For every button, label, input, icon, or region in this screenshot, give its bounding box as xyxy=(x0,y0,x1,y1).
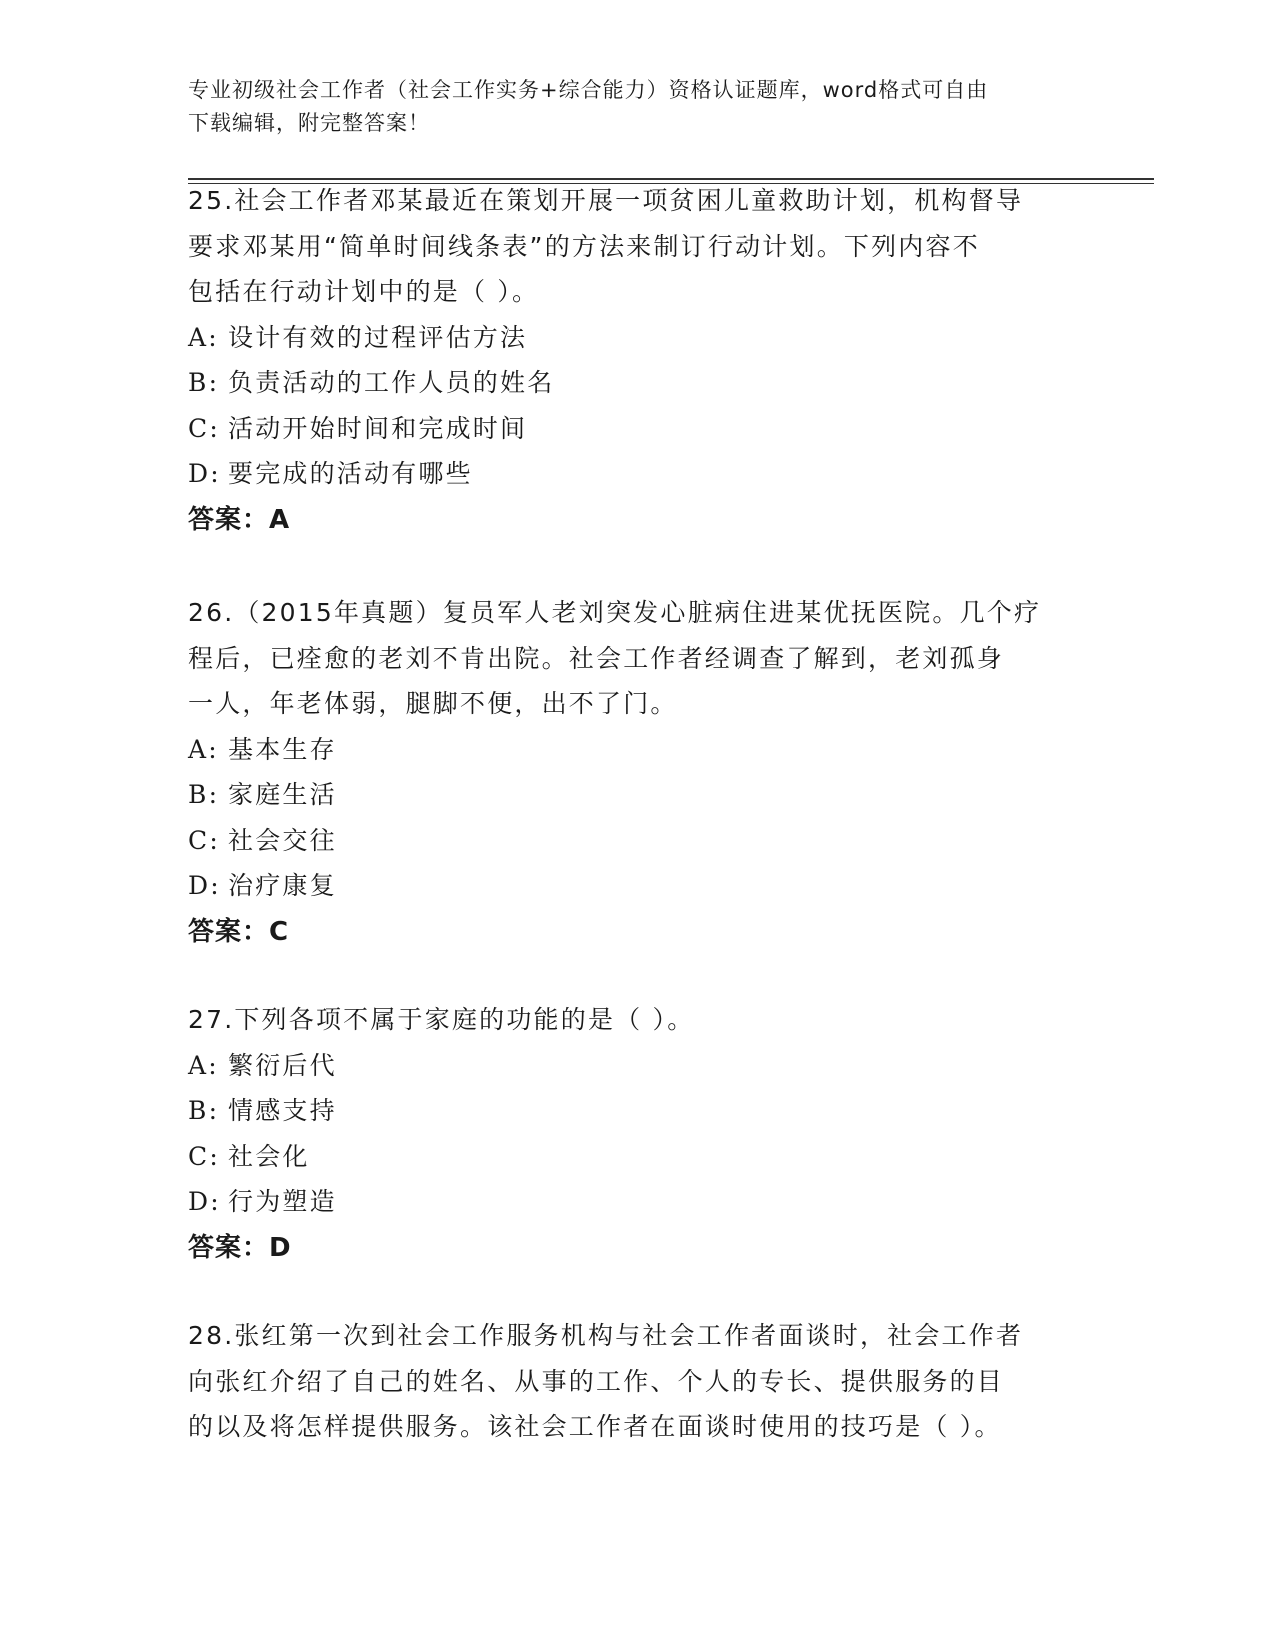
option-letter: C: xyxy=(188,1141,220,1171)
option-letter: D: xyxy=(188,1187,221,1216)
option-text: 基本生存 xyxy=(228,734,337,764)
option-letter: A: xyxy=(188,734,219,764)
question-stem xyxy=(188,178,1088,315)
answer: 答案：A xyxy=(188,504,291,535)
option-letter: B: xyxy=(188,780,220,809)
option-letter: C: xyxy=(188,413,220,443)
answer: 答案：C xyxy=(188,916,290,947)
option-text: 活动开始时间和完成时间 xyxy=(228,413,528,443)
option-letter: A: xyxy=(188,322,219,352)
option-a xyxy=(188,1043,1088,1089)
answer: 答案：D xyxy=(188,1232,292,1263)
option-text: 情感支持 xyxy=(228,1096,337,1125)
document-header xyxy=(188,74,1088,140)
option-d xyxy=(188,863,1088,909)
option-letter: B: xyxy=(188,1096,220,1125)
stem-line: 的以及将怎样提供服务。该社会工作者在面谈时使用的技巧是（ ）。 xyxy=(188,1412,1002,1441)
option-text: 行为塑造 xyxy=(228,1187,337,1216)
option-text: 负责活动的工作人员的姓名 xyxy=(228,368,555,397)
question-25 xyxy=(188,178,1088,543)
option-text: 设计有效的过程评估方法 xyxy=(228,322,528,352)
option-letter: D: xyxy=(188,459,221,488)
stem-line: 一人，年老体弱，腿脚不便，出不了门。 xyxy=(188,689,678,718)
question-stem xyxy=(188,1313,1088,1450)
stem-line: 向张红介绍了自己的姓名、从事的工作、个人的专长、提供服务的目 xyxy=(188,1366,1005,1396)
stem-line: 26.（2015年真题）复员军人老刘突发心脏病住进某优抚医院。几个疗 xyxy=(188,598,1042,627)
option-letter: D: xyxy=(188,871,221,900)
header-line-1: 专业初级社会工作者（社会工作实务+综合能力）资格认证题库，word格式可自由 xyxy=(188,78,989,102)
stem-line: 25.社会工作者邓某最近在策划开展一项贫困儿童救助计划，机构督导 xyxy=(188,186,1024,215)
question-stem xyxy=(188,590,1088,727)
option-text: 治疗康复 xyxy=(228,871,337,900)
option-text: 繁衍后代 xyxy=(228,1050,337,1080)
option-letter: C: xyxy=(188,825,220,855)
option-b xyxy=(188,360,1088,406)
question-26 xyxy=(188,590,1088,955)
question-stem xyxy=(188,997,1088,1043)
stem-line: 程后，已痊愈的老刘不肯出院。社会工作者经调查了解到，老刘孤身 xyxy=(188,643,1005,673)
option-text: 社会化 xyxy=(228,1141,310,1171)
option-letter: B: xyxy=(188,368,220,397)
option-text: 要完成的活动有哪些 xyxy=(228,459,473,488)
option-d xyxy=(188,451,1088,497)
stem-line: 27.下列各项不属于家庭的功能的是（ ）。 xyxy=(188,1005,695,1034)
stem-line: 28.张红第一次到社会工作服务机构与社会工作者面谈时，社会工作者 xyxy=(188,1321,1024,1350)
option-text: 家庭生活 xyxy=(228,780,337,809)
question-27 xyxy=(188,997,1088,1271)
stem-line: 包括在行动计划中的是（ ）。 xyxy=(188,277,540,306)
question-28 xyxy=(188,1313,1088,1450)
option-d xyxy=(188,1179,1088,1225)
option-letter: A: xyxy=(188,1050,219,1080)
header-line-2: 下载编辑，附完整答案！ xyxy=(188,111,430,135)
option-c xyxy=(188,1134,1088,1180)
option-b xyxy=(188,1088,1088,1134)
option-text: 社会交往 xyxy=(228,825,337,855)
option-a xyxy=(188,727,1088,773)
option-b xyxy=(188,772,1088,818)
stem-line: 要求邓某用“简单时间线条表”的方法来制订行动计划。下列内容不 xyxy=(188,231,980,261)
option-c xyxy=(188,818,1088,864)
option-c xyxy=(188,406,1088,452)
option-a xyxy=(188,315,1088,361)
